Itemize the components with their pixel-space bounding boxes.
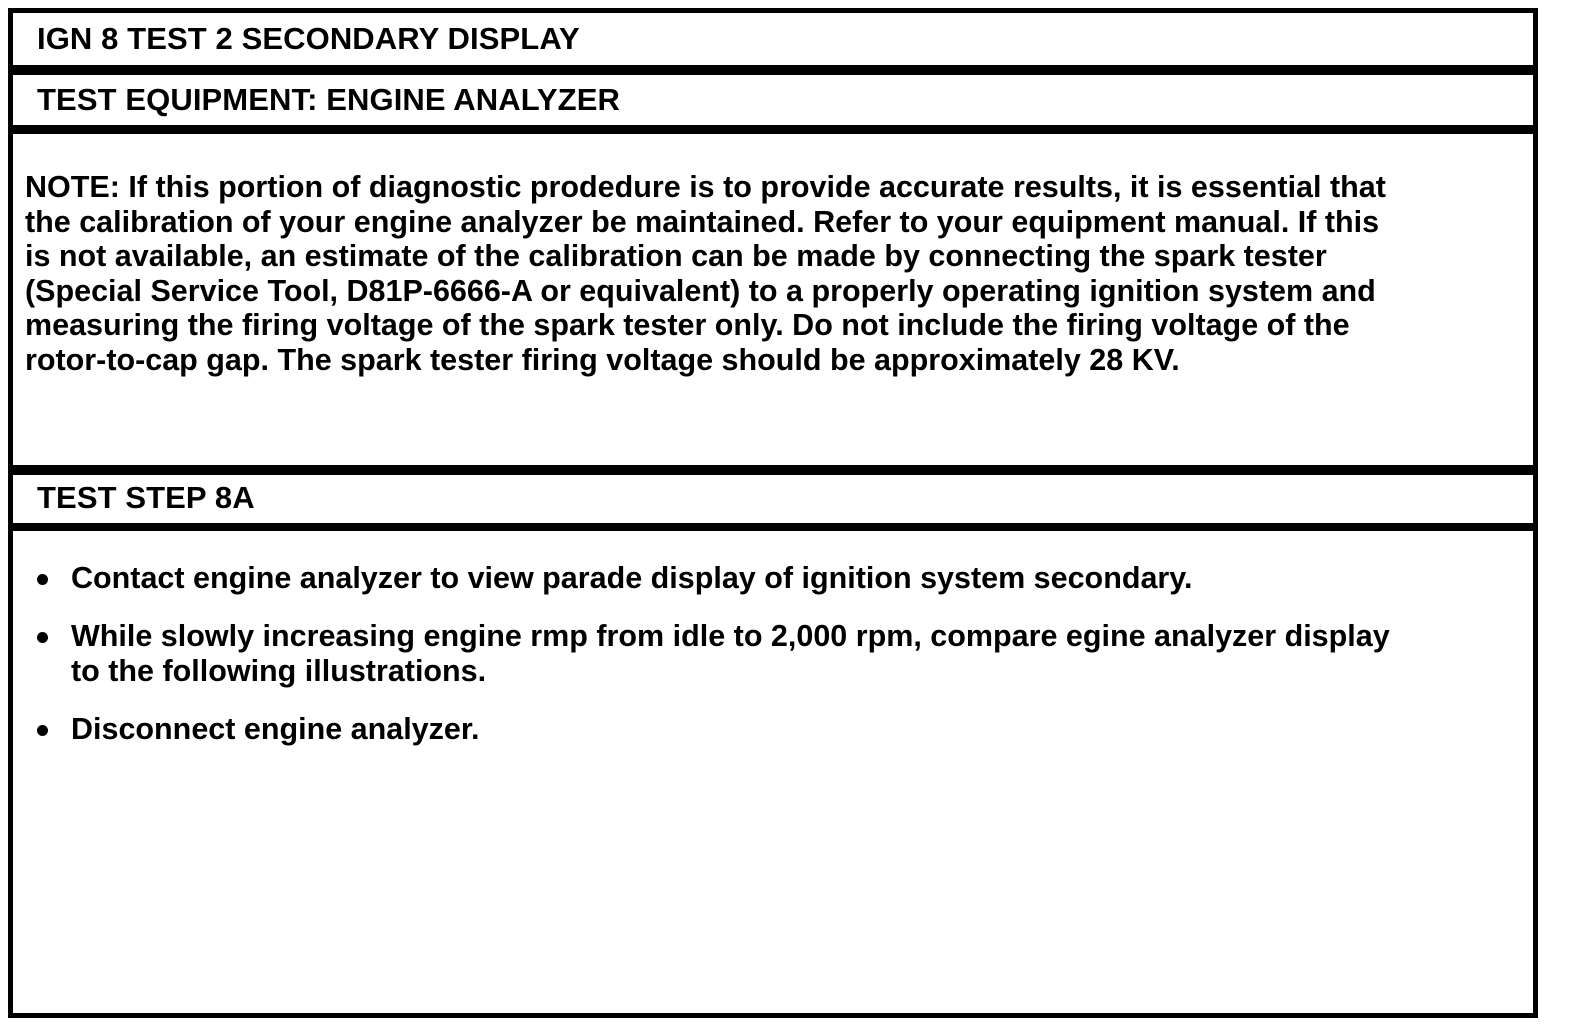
bullet-icon: [37, 725, 48, 736]
instruction-text: Contact engine analyzer to view parade display of ignition system secondary.: [71, 561, 1193, 595]
test-step-heading: TEST STEP 8A: [37, 480, 255, 515]
bullet-icon: [37, 574, 48, 585]
test-step-body-box: [8, 526, 1538, 1018]
instruction-list: [13, 561, 1523, 770]
instruction-text: Disconnect engine analyzer.: [71, 712, 480, 746]
list-item: [13, 712, 1523, 747]
title-box: [8, 8, 1538, 70]
list-item: [13, 619, 1523, 689]
note-box: [8, 130, 1538, 470]
test-equipment-box: [8, 70, 1538, 130]
list-item: [13, 561, 1523, 596]
page-title: IGN 8 TEST 2 SECONDARY DISPLAY: [37, 21, 580, 56]
bullet-icon: [37, 632, 48, 643]
test-step-header-box: [8, 470, 1538, 528]
test-equipment-label: TEST EQUIPMENT: ENGINE ANALYZER: [37, 82, 620, 117]
note-text: NOTE: If this portion of diagnostic prodedure is to provide accurate results, it is essential that the calibration of your engine analyzer be maintained. Refer to your equipment manual. If this is not available, an estimate of the calibration can be made by connecting the spark tester (Special Service Tool, D81P-6666-A or equivalent) to a properly operating ignition system and measuring the firing voltage of the spark tester only. Do not include the firing voltage of the rotor-to-cap gap. The spark tester firing voltage should be approximately 28 KV.: [25, 170, 1386, 377]
instruction-text: While slowly increasing engine rmp from idle to 2,000 rpm, compare egine analyzer display to the following illustrations.: [71, 619, 1390, 688]
